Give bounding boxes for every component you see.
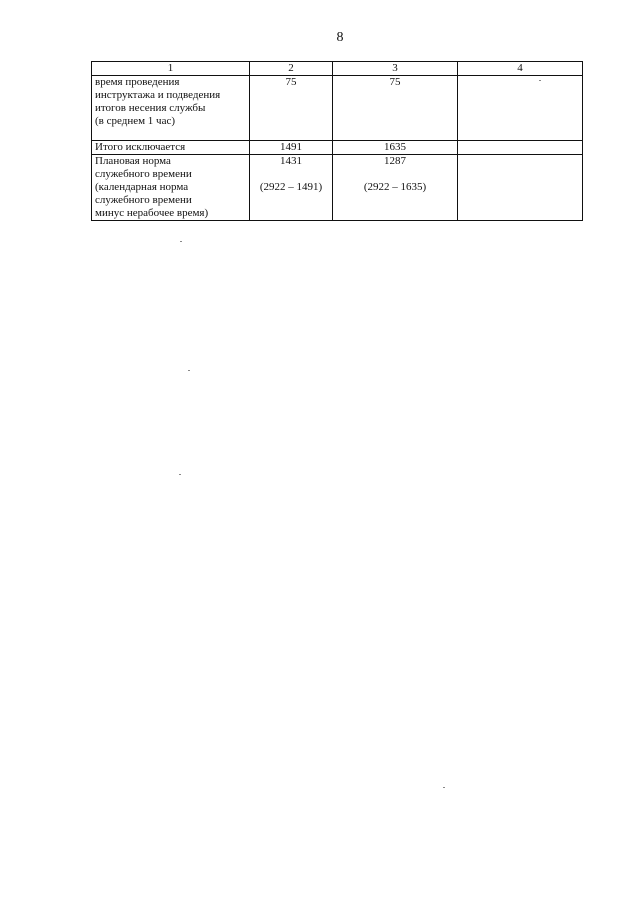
cell-value: 1287 [384, 155, 406, 167]
cell-formula: (2922 – 1491) [259, 181, 323, 193]
table-row [92, 141, 583, 155]
row-label-line: (календарная норма [95, 181, 189, 193]
row-label-line: (в среднем 1 час) [95, 115, 176, 127]
cell-value: 75 [285, 76, 297, 88]
col4-cell [458, 76, 583, 141]
row-label-cell [92, 76, 250, 141]
row-label-line: минус нерабочее время) [95, 207, 209, 219]
table-header-cell: 2 [250, 62, 333, 76]
page-number: 8 [336, 30, 344, 45]
cell-spacer [336, 168, 454, 181]
table-row [92, 155, 583, 221]
col3-cell [333, 76, 458, 141]
cell-value: 75 [389, 76, 401, 88]
row-label-line: Плановая норма [95, 155, 171, 167]
cell-formula: (2922 – 1635) [363, 181, 427, 193]
scan-speck [179, 474, 181, 475]
col2-cell [250, 141, 333, 155]
col4-cell [458, 155, 583, 221]
row-label-line: служебного времени [95, 168, 192, 180]
col3-cell [333, 141, 458, 155]
table-header-cell: 4 [458, 62, 583, 76]
row-label-line: время проведения [95, 76, 180, 88]
scan-speck [188, 370, 190, 371]
row-label-line: итогов несения службы [95, 102, 206, 114]
col4-cell [458, 141, 583, 155]
scan-speck [180, 241, 182, 242]
row-label-line: инструктажа и подведения [95, 89, 221, 101]
table-row [92, 76, 583, 141]
table-header-row [92, 62, 583, 76]
row-label-cell [92, 155, 250, 221]
row-label-line: служебного времени [95, 194, 192, 206]
cell-value: 1491 [280, 141, 302, 153]
cell-value: 1431 [280, 155, 302, 167]
cell-value: 1635 [384, 141, 406, 153]
col2-cell [250, 155, 333, 221]
table-header-cell: 3 [333, 62, 458, 76]
table-header-cell: 1 [92, 62, 250, 76]
row-label-line: Итого исключается [95, 141, 186, 153]
col2-cell [250, 76, 333, 141]
row-label-cell [92, 141, 250, 155]
scan-speck [443, 787, 445, 788]
cell-spacer [253, 168, 329, 181]
col3-cell [333, 155, 458, 221]
norm-table [91, 61, 583, 221]
scan-speck [539, 80, 541, 81]
